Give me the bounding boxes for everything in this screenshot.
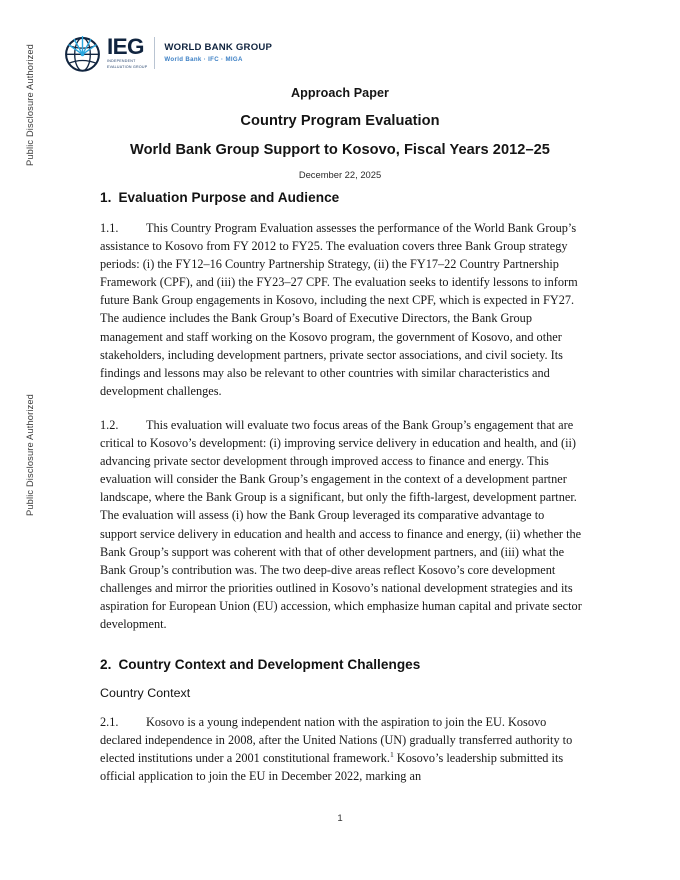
globe-icon (62, 33, 103, 74)
section-title-1: Evaluation Purpose and Audience (118, 190, 340, 205)
ieg-subtitle-line-1: INDEPENDENT (107, 59, 136, 64)
ieg-lockup (107, 33, 147, 74)
document-body (100, 190, 582, 801)
world-bank-group-members: World Bank · IFC · MIGA (164, 55, 243, 63)
paragraph-1-2 (100, 416, 582, 633)
section-number-1: 1. (100, 190, 112, 205)
section-title-2: Country Context and Development Challenges (118, 657, 421, 673)
evaluation-type-title: Country Program Evaluation (240, 113, 440, 129)
paragraph-2-1 (100, 713, 582, 785)
world-bank-group-lockup (164, 33, 272, 74)
footnote-marker-1[interactable]: 1 (389, 750, 394, 760)
world-bank-group-wordmark: WORLD BANK GROUP (164, 42, 273, 54)
document-date: December 22, 2025 (298, 169, 382, 180)
document-type-label: Approach Paper (291, 86, 389, 100)
subsection-heading-country-context: Country Context (100, 686, 191, 701)
paragraph-text-1-2: This evaluation will evaluate two focus areas of the Bank Group’s engagement that are critical to Kosovo’s development: (i) improving service delivery in education and health, and (ii) advancing private sector development through improved access to finance and energy. This evaluation will consider the Bank Group’s engagement in the context of a development partner landscape, where the Bank Group is a significant, but only the fifth-largest, development partner. The evaluation will assess (i) how the Bank Group leveraged its comparative advantage to support service delivery in education and health and access to finance and energy, (ii) whether the Bank Group’s support was coherent with that of other development partners, and (iii) what the Bank Group’s contribution was. The two deep-dive areas reflect Kosovo’s core development challenges and mirror the priorities outlined in Kosovo’s national development strategies and its aspiration for European Union (EU) accession, which emphasize human capital and private sector development. (100, 417, 582, 631)
section-number-2: 2. (100, 657, 112, 673)
page-number: 1 (337, 813, 343, 824)
public-disclosure-stamp-top: Public Disclosure Authorized (25, 43, 35, 167)
paragraph-number-2-1: 2.1. (100, 715, 119, 730)
section-heading-2 (100, 657, 582, 672)
page-title: World Bank Group Support to Kosovo, Fiscal Years 2012–25 (130, 142, 550, 158)
ieg-world-bank-group-logo (62, 31, 272, 75)
ieg-subtitle-line-2: EVALUATION GROUP (107, 65, 148, 69)
page-footer (0, 808, 680, 826)
paragraph-1-1 (100, 219, 582, 400)
paragraph-number-1-1: 1.1. (100, 221, 119, 235)
paragraph-text-1-1: This Country Program Evaluation assesses the performance of the World Bank Group’s assistance to Kosovo from FY 2012 to FY25. The evaluation covers three Bank Group strategy periods: (i) the FY12–16 Country Partnership Strategy, (ii) the FY17–22 Country Partnership Framework (CPF), and (iii) the FY23–27 CPF. The evaluation seeks to identify lessons to inform future Bank Group engagements in Kosovo, including the next CPF, which is expected in FY27. The audience includes the Bank Group’s Board of Executive Directors, the Bank Group management and staff working on the Kosovo program, the government of Kosovo, and other stakeholders, including development partners, private sector associations, and civil society. Its findings and lessons may also be relevant to other countries with similar characteristics and development challenges. (100, 221, 578, 398)
logo-divider (154, 37, 155, 69)
paragraph-text-2-1-a: Kosovo is a young independent nation with the aspiration to join the EU. Kosovo declared independence in 2008, after the United Nations (UN) gradually transferred authority to elected institutions under a 2001 constitutional framework. (100, 715, 573, 766)
public-disclosure-stamp-bottom: Public Disclosure Authorized (25, 393, 35, 517)
title-block (100, 86, 580, 180)
paragraph-text-2-1-b: Kosovo’s leadership submitted its official application to join the EU in December 2022, marking an (100, 751, 564, 784)
ieg-wordmark: IEG (107, 34, 144, 60)
section-spacer (100, 649, 582, 657)
paragraph-number-1-2: 1.2. (100, 417, 119, 432)
section-heading-1 (100, 190, 582, 205)
